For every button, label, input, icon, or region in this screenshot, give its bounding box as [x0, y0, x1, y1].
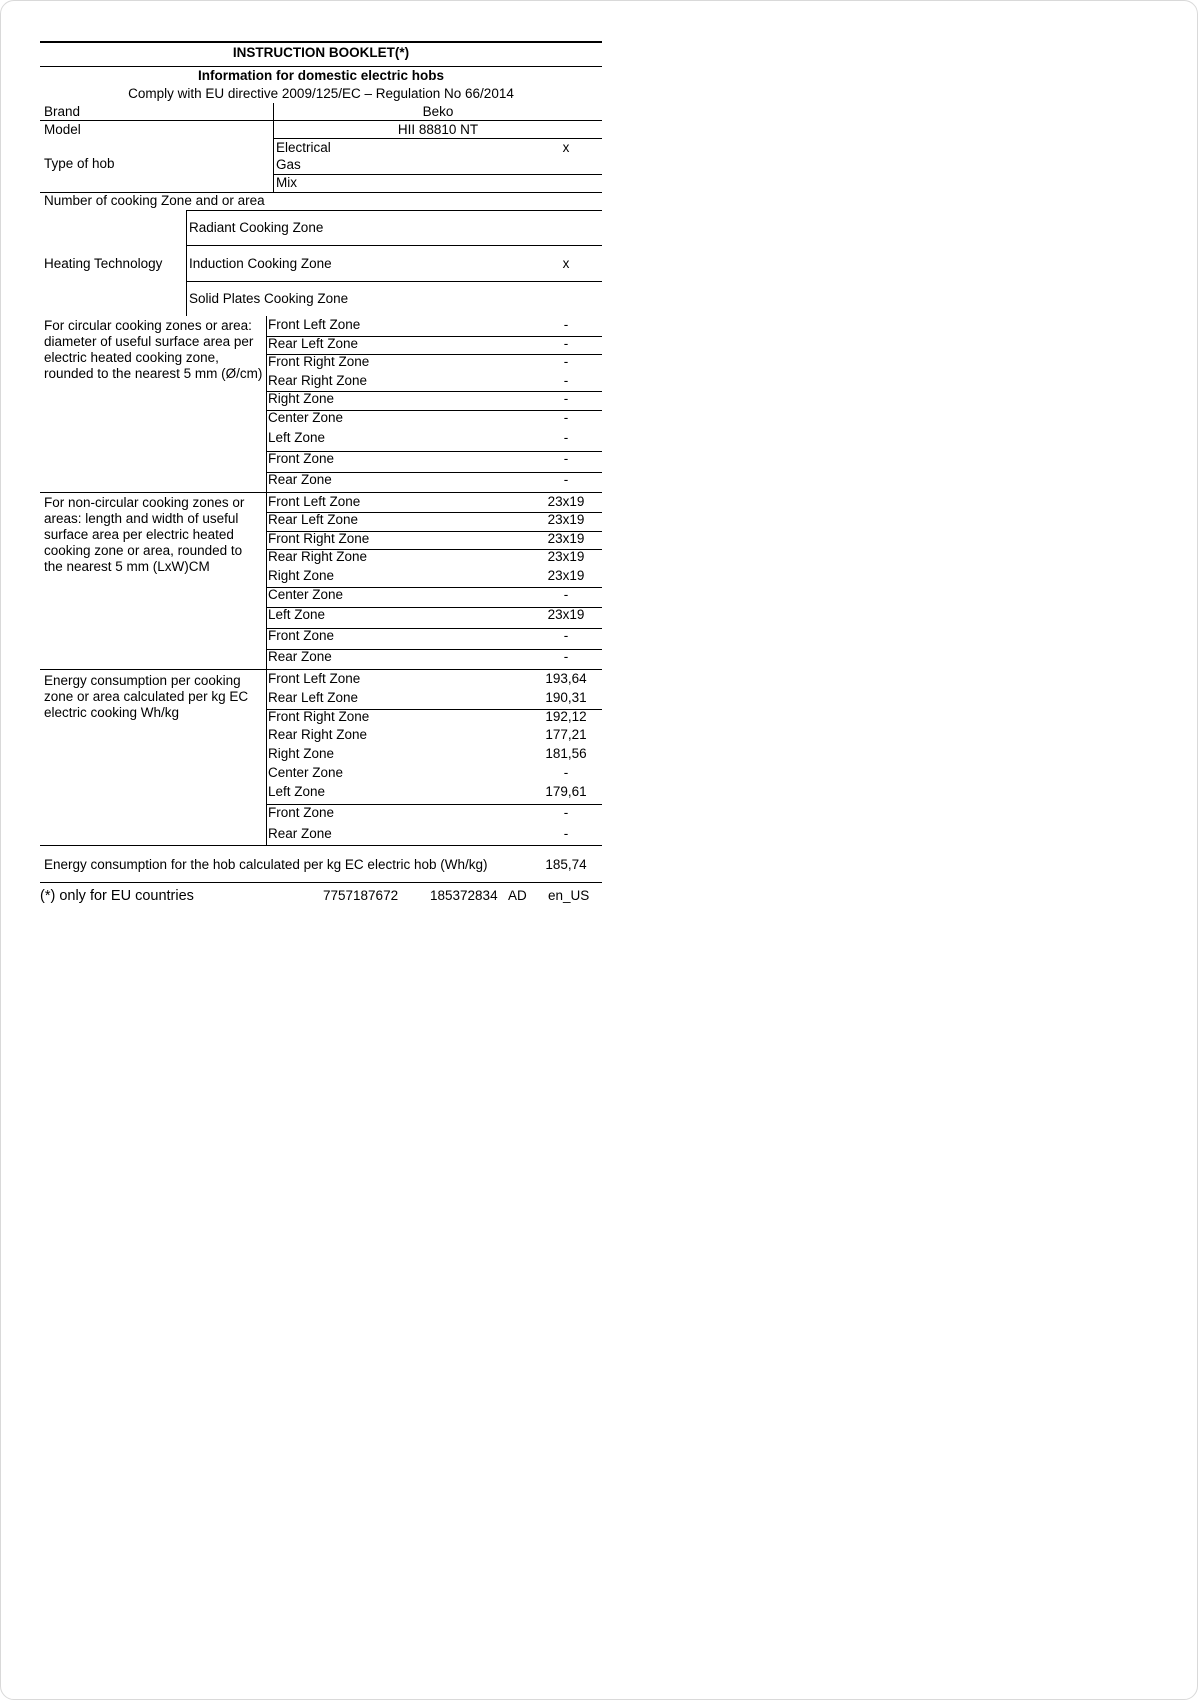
type-of-hob-label: Type of hob — [44, 156, 115, 171]
energy-zone-name: Front Right Zone — [268, 709, 370, 724]
zones-count-label: Number of cooking Zone and or area — [44, 193, 265, 208]
non-circular-zone-value: - — [563, 649, 569, 664]
circular-zone-name: Center Zone — [268, 410, 344, 425]
energy-zone-value: - — [563, 765, 569, 780]
rule — [266, 531, 602, 532]
rule — [187, 210, 602, 211]
energy-zone-name: Rear Right Zone — [268, 727, 368, 742]
rule — [266, 804, 602, 805]
circular-zone-name: Rear Zone — [268, 472, 332, 487]
directive-text: Comply with EU directive 2009/125/EC – Regulation No 66/2014 — [128, 86, 514, 101]
circular-zone-name: Front Zone — [268, 451, 335, 466]
energy-zone-value: 181,56 — [545, 746, 587, 761]
circular-zone-name: Left Zone — [268, 430, 326, 445]
hob-type-mix: Mix — [276, 175, 297, 190]
rule-vertical — [273, 103, 274, 192]
rule — [187, 281, 602, 282]
circular-zone-value: - — [563, 373, 569, 388]
model-label: Model — [44, 122, 81, 137]
energy-zone-value: 193,64 — [545, 671, 587, 686]
booklet-title: INSTRUCTION BOOKLET(*) — [232, 45, 410, 60]
circular-zones-label: For circular cooking zones or area: diameter of useful surface area per electric heated cooking zone, rounded to the nearest 5 mm (Ø/cm) — [44, 318, 263, 381]
brand-value: Beko — [422, 104, 454, 119]
rule — [40, 66, 602, 67]
footer-code-1: 7757187672 — [323, 888, 399, 903]
non-circular-zone-name: Front Zone — [268, 628, 335, 643]
footer-code-2: 185372834 — [430, 888, 498, 903]
energy-total-value: 185,74 — [545, 857, 587, 872]
circular-zone-value: - — [563, 472, 569, 487]
rule — [40, 120, 602, 121]
non-circular-zone-value: 23x19 — [547, 531, 585, 546]
non-circular-zone-value: 23x19 — [547, 512, 585, 527]
booklet-subtitle: Information for domestic electric hobs — [197, 68, 445, 83]
circular-zone-value: - — [563, 391, 569, 406]
rule — [187, 245, 602, 246]
rule — [40, 845, 602, 846]
energy-zone-value: 190,31 — [545, 690, 587, 705]
footer-note: (*) only for EU countries — [40, 888, 194, 904]
circular-zone-value: - — [563, 336, 569, 351]
rule — [274, 174, 602, 175]
non-circular-zone-name: Rear Zone — [268, 649, 332, 664]
brand-label: Brand — [44, 104, 81, 119]
rule — [266, 649, 602, 650]
non-circular-zone-value: - — [563, 587, 569, 602]
non-circular-zone-value: 23x19 — [547, 494, 585, 509]
rule — [266, 451, 602, 452]
energy-zone-value: 177,21 — [545, 727, 587, 742]
energy-zone-name: Rear Left Zone — [268, 690, 359, 705]
rule — [266, 549, 602, 550]
rule — [266, 410, 602, 411]
rule-vertical — [186, 210, 187, 316]
rule — [40, 492, 602, 493]
rule — [40, 882, 602, 883]
rule — [266, 336, 602, 337]
non-circular-zone-name: Right Zone — [268, 568, 335, 583]
non-circular-zone-name: Rear Right Zone — [268, 549, 368, 564]
rule — [266, 391, 602, 392]
rule — [40, 669, 602, 670]
energy-zone-name: Front Left Zone — [268, 671, 361, 686]
rule-top — [40, 41, 602, 43]
circular-zone-value: - — [563, 410, 569, 425]
heating-solid-plates: Solid Plates Cooking Zone — [189, 291, 349, 306]
non-circular-zone-name: Front Left Zone — [268, 494, 361, 509]
footer-code-3: AD — [508, 888, 527, 903]
rule — [266, 709, 602, 710]
heating-induction-mark: x — [562, 256, 570, 271]
rule — [266, 587, 602, 588]
energy-zone-name: Center Zone — [268, 765, 344, 780]
footer-locale: en_US — [548, 888, 590, 903]
circular-zone-value: - — [563, 430, 569, 445]
energy-zone-value: - — [563, 805, 569, 820]
hob-type-gas: Gas — [276, 157, 301, 172]
energy-zone-name: Rear Zone — [268, 826, 332, 841]
heating-radiant: Radiant Cooking Zone — [189, 220, 324, 235]
model-value: HII 88810 NT — [397, 122, 479, 137]
circular-zone-name: Right Zone — [268, 391, 335, 406]
circular-zone-name: Rear Right Zone — [268, 373, 368, 388]
energy-zone-name: Left Zone — [268, 784, 326, 799]
non-circular-zone-value: 23x19 — [547, 607, 585, 622]
rule — [266, 607, 602, 608]
hob-type-electrical-mark: x — [562, 140, 570, 155]
heating-technology-label: Heating Technology — [44, 256, 163, 271]
rule — [266, 354, 602, 355]
circular-zone-value: - — [563, 354, 569, 369]
non-circular-zone-name: Left Zone — [268, 607, 326, 622]
energy-zone-name: Right Zone — [268, 746, 335, 761]
rule — [266, 628, 602, 629]
non-circular-zone-name: Center Zone — [268, 587, 344, 602]
circular-zone-name: Front Left Zone — [268, 317, 361, 332]
hob-type-electrical: Electrical — [276, 140, 331, 155]
non-circular-zone-name: Front Right Zone — [268, 531, 370, 546]
circular-zone-name: Front Right Zone — [268, 354, 370, 369]
non-circular-zone-value: - — [563, 628, 569, 643]
non-circular-zones-label: For non-circular cooking zones or areas: length and width of useful surface area per electric heated cooking zone or area, rounded to the nearest 5 mm (LxW)CM — [44, 495, 245, 574]
rule — [274, 138, 602, 139]
rule-vertical — [266, 316, 267, 845]
rule — [266, 472, 602, 473]
energy-zone-value: - — [563, 826, 569, 841]
rule — [40, 192, 602, 193]
non-circular-zone-value: 23x19 — [547, 568, 585, 583]
energy-zone-value: 192,12 — [545, 709, 587, 724]
energy-zone-value: 179,61 — [545, 784, 587, 799]
circular-zone-name: Rear Left Zone — [268, 336, 359, 351]
energy-zone-name: Front Zone — [268, 805, 335, 820]
non-circular-zone-name: Rear Left Zone — [268, 512, 359, 527]
heating-induction: Induction Cooking Zone — [189, 256, 332, 271]
rule — [266, 512, 602, 513]
circular-zone-value: - — [563, 451, 569, 466]
energy-total-label: Energy consumption for the hob calculated per kg EC electric hob (Wh/kg) — [44, 857, 488, 872]
circular-zone-value: - — [563, 317, 569, 332]
non-circular-zone-value: 23x19 — [547, 549, 585, 564]
energy-per-zone-label: Energy consumption per cooking zone or area calculated per kg EC electric cooking Wh/kg — [44, 673, 249, 720]
